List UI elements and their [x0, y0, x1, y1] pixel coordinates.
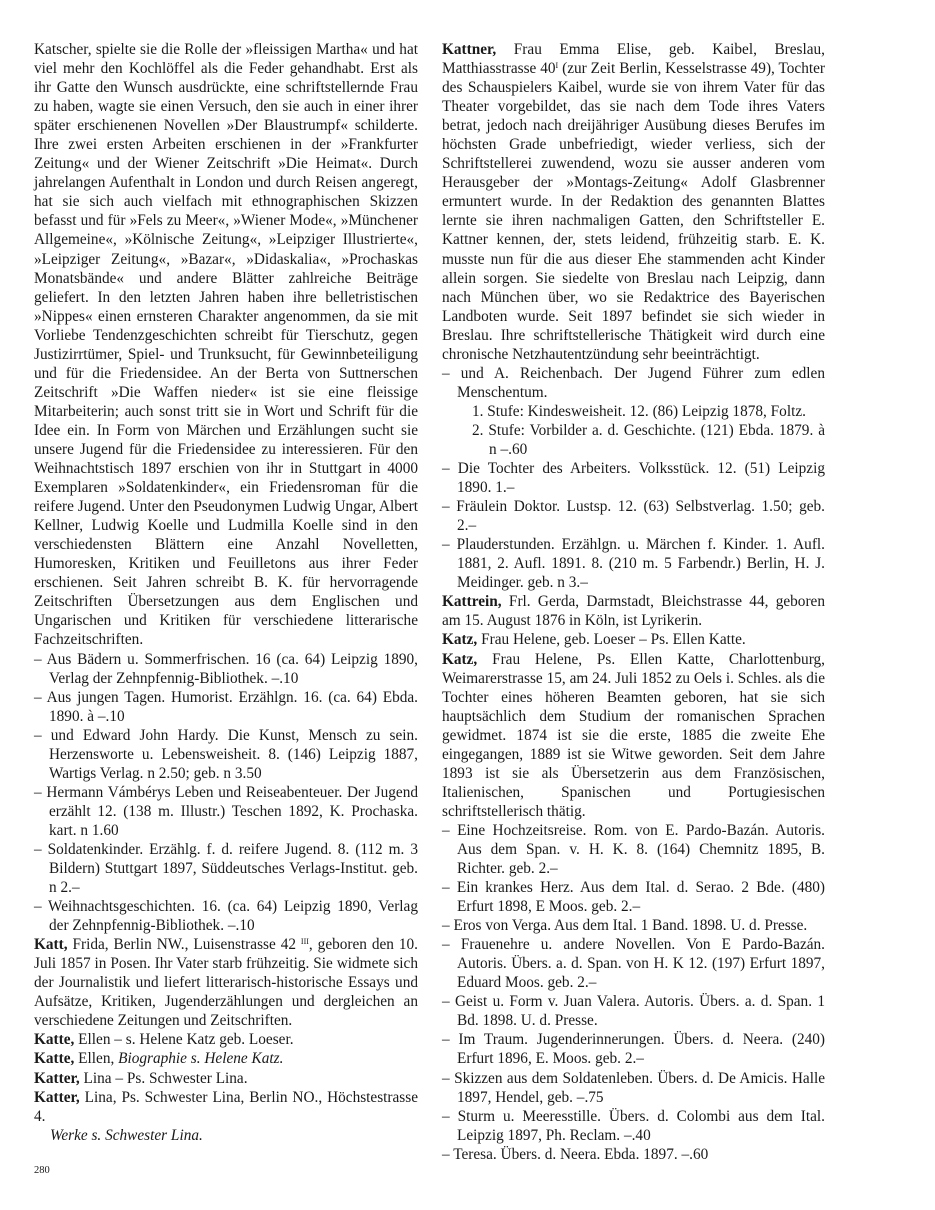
- entry-headword: Katt,: [34, 936, 68, 954]
- work-item: – Sturm u. Meeresstille. Übers. d. Colombi aus dem Ital. Leipzig 1897, Ph. Reclam. –.40: [442, 1107, 825, 1144]
- work-item: – Im Traum. Jugenderinnerungen. Übers. d. Neera. (240) Erfurt 1896, E. Moos. geb. 2.–: [442, 1031, 825, 1068]
- work-subitem: 1. Stufe: Kindesweisheit. 12. (86) Leipzig 1878, Foltz.: [472, 402, 806, 420]
- work-item: – Die Tochter des Arbeiters. Volksstück. 12. (51) Leipzig 1890. 1.–: [442, 460, 825, 497]
- left-column: [34, 40, 418, 1145]
- work-item: – Eine Hochzeitsreise. Rom. von E. Pardo-Bazán. Autoris. Aus dem Span. v. H. K. 8. (164) Chemnitz 1895, B. Richter. geb. 2.–: [442, 821, 825, 878]
- katz-entry: Katz, Frau Helene, Ps. Ellen Katte, Charlottenburg, Weimarerstrasse 15, am 24. Juli 1852 zu Oels i. Schles. als die Tochter eines höheren Beamten geboren, hat sie sich hauptsächlich dem Studium der romanischen Sprachen gewidmet. 1874 ist sie die erste, 1885 die zweite Ehe eingegangen, 1889 ist sie Witwe geworden. Seit dem Jahre 1893 ist sie als Übersetzerin aus dem Französischen, Italienischen, Spanischen und Portugiesischen schriftstellerisch thätig.: [442, 650, 825, 820]
- work-item: – Eros von Verga. Aus dem Ital. 1 Band. 1898. U. d. Presse.: [442, 917, 808, 935]
- entry-headword: Katte,: [34, 1031, 75, 1049]
- kattner-works-list: [442, 364, 825, 593]
- work-item: – Fräulein Doktor. Lustsp. 12. (63) Selbstverlag. 1.50; geb. 2.–: [442, 498, 825, 535]
- katte-reference-entry: Katte, Ellen – s. Helene Katz geb. Loeser.: [34, 1031, 294, 1049]
- kattrein-entry: Kattrein, Frl. Gerda, Darmstadt, Bleichstrasse 44, geboren am 15. August 1876 in Köln, ist Lyrikerin.: [442, 593, 825, 630]
- work-item: – Soldatenkinder. Erzählg. f. d. reifere Jugend. 8. (112 m. 3 Bildern) Stuttgart 1897, Süddeutsches Verlags-Institut. geb. n 2.–: [34, 840, 418, 897]
- katscher-entry-continuation: Katscher, spielte sie die Rolle der »fleissigen Martha« und hat viel mehr den Kochlöffel als die Feder gehandhabt. Erst als ihr Gatte den Wunsch ausdrückte, eine schriftstellernde Frau zu haben, wagte sie einen Versuch, den sie auch in einer ihrer später erschienenen Novellen »Der Blaustrumpf« schilderte. Ihre zwei ersten Arbeiten erschienen in der »Frankfurter Zeitung« und der Wiener Zeitschrift »Die Heimat«. Durch jahrelangen Aufenthalt in London und durch Reisen angeregt, hat sie sich auch vielfach mit ethnographischen Skizzen befasst und für »Fels zu Meer«, »Wiener Mode«, »Münchener Allgemeine«, »Kölnische Zeitung«, »Leipziger Illustrierte«, »Leipziger Zeitung«, »Bazar«, »Didaskalia«, »Prochaskas Monatsbände« und andere Blätter zahlreiche Beiträge geliefert. In den letzten Jahren haben ihre belletristischen »Nippes« einen ernsteren Charakter angenommen, da sie mit Vorliebe Tendenzgeschichten schreibt für Tierschutz, gegen Justizirrtümer, Spiel- und Trunksucht, für Gewinnbeteiligung und für die Friedensidee. An der Berta von Suttnerschen Zeitschrift »Die Waffen nieder« ist sie eine fleissige Mitarbeiterin; auch sonst tritt sie in Wort und Schrift für die Idee ein. In Form von Märchen und Erzählungen sucht sie unsere Jugend für die Friedensidee zu interessieren. Für den Weihnachtstisch 1897 erschien von ihr in Stuttgart in 4000 Exemplaren »Soldatenkinder«, ein Friedensroman für die reifere Jugend. Unter den Pseudonymen Ludwig Ungar, Albert Kellner, Ludwig Koelle und Ludmilla Koelle sind in den verschiedensten Blättern eine Anzahl Novelletten, Humoresken, Kritiken und Feuilletons aus ihrer Feder erschienen. Seit Jahren schreibt B. K. für hervorragende Zeitschriften Übersetzungen aus dem Englischen und Ungarischen und Kritiken für verschiedene litterarische Fachzeitschriften.: [34, 41, 418, 649]
- work-item: – Teresa. Übers. d. Neera. Ebda. 1897. –.60: [442, 1145, 709, 1163]
- katte-biography-entry: Katte, Ellen, Biographie s. Helene Katz.: [34, 1050, 284, 1068]
- katt-entry: Katt, Frida, Berlin NW., Luisenstrasse 42 $^{III}$, geboren den 10. Juli 1857 in Posen. Ihr Vater starb frühzeitig. Sie widmete sich der Journalistik und liefert litterarisch-historische Essays und Aufsätze, Kritiken, Jugenderzählungen und dergleichen an verschiedene Zeitungen und Zeitschriften.: [34, 936, 419, 1030]
- work-item: – Geist u. Form v. Juan Valera. Autoris. Übers. a. d. Span. 1 Bd. 1898. U. d. Presse.: [442, 993, 825, 1030]
- entry-headword: Kattrein,: [442, 593, 502, 611]
- work-item: – Skizzen aus dem Soldatenleben. Übers. d. De Amicis. Halle 1897, Hendel, geb. –.75: [442, 1069, 825, 1106]
- entry-headword: Katz,: [442, 631, 478, 649]
- work-sublist: [442, 402, 825, 459]
- work-item: – Plauderstunden. Erzählgn. u. Märchen f. Kinder. 1. Aufl. 1881, 2. Aufl. 1891. 8. (210 m. 5 Farbendr.) Berlin, H. J. Meidinger. geb. n 3.–: [442, 536, 825, 592]
- katz-works-list: [442, 821, 825, 1164]
- entry-headword: Katz,: [442, 650, 478, 668]
- work-item: – Aus Bädern u. Sommerfrischen. 16 (ca. 64) Leipzig 1890, Verlag der Zehnpfennig-Bibliothek. –.10: [34, 650, 418, 687]
- kattner-entry: Kattner, Frau Emma Elise, geb. Kaibel, Breslau, Matthiasstrasse $40^I$ (zur Zeit Berlin, Kesselstrasse 49), Tochter des Schauspielers Kaibel, wurde sie von ihrem Vater für das Theater vorgebildet, das sie nach dem Tode ihres Vaters betrat, jedoch nach dreijähriger Ausübung dieses Berufes im höchsten Grade unbefriedigt, wieder verliess, sich der Schriftstellerei zuwendend, wozu sie ausser anderen vom Herausgeber der »Montags-Zeitung« Adolf Glasbrenner ermuntert wurde. In der Redaktion des genannten Blattes lernte sie ihren nachmaligen Gatten, den Schriftsteller E. Kattner kennen, der, stets leidend, frühzeitig starb. E. K. musste nun für die aus dieser Ehe stammenden acht Kinder allein sorgen. Sie siedelte von Breslau nach Leipzig, dann nach München über, wo sie Redaktrice des Bayerischen Landboten wurde. Seit 1897 befindet sie sich wieder in Breslau. Ihre schriftstellerische Thätigkeit wird durch eine chronische Netzhautentzündung sehr beeinträchtigt.: [442, 41, 825, 363]
- entry-headword: Katte,: [34, 1050, 75, 1068]
- page-number: 280: [34, 1165, 50, 1176]
- work-item: – Ein krankes Herz. Aus dem Ital. d. Serao. 2 Bde. (480) Erfurt 1898, E Moos. geb. 2.–: [442, 879, 825, 916]
- entry-headword: Katter,: [34, 1088, 80, 1106]
- work-item: – Aus jungen Tagen. Humorist. Erzählgn. 16. (ca. 64) Ebda. 1890. à –.10: [34, 688, 418, 725]
- work-item: – und Edward John Hardy. Die Kunst, Mensch zu sein. Herzensworte u. Lebensweisheit. 8. (146) Leipzig 1887, Wartigs Verlag. n 2.50; geb. n 3.50: [34, 726, 418, 782]
- work-item: – Weihnachtsgeschichten. 16. (ca. 64) Leipzig 1890, Verlag der Zehnpfennig-Bibliothek. –.10: [34, 898, 418, 935]
- work-subitem: 2. Stufe: Vorbilder a. d. Geschichte. (121) Ebda. 1879. à n –.60: [472, 421, 825, 458]
- work-item: – Frauenehre u. andere Novellen. Von E Pardo-Bazán. Autoris. Übers. a. d. Span. von H. K 12. (197) Erfurt 1897, Eduard Moos. geb. 2.–: [442, 936, 825, 992]
- katter-entry: Katter, Lina, Ps. Schwester Lina, Berlin NO., Höchstestrasse 4.: [34, 1088, 418, 1125]
- katscher-works-list: [34, 650, 418, 936]
- katter-works-reference: Werke s. Schwester Lina.: [50, 1126, 203, 1144]
- right-column: [442, 40, 825, 1164]
- entry-headword: Kattner,: [442, 41, 497, 58]
- katz-reference-entry: Katz, Frau Helene, geb. Loeser – Ps. Ellen Katte.: [442, 631, 746, 649]
- work-item: – und A. Reichenbach. Der Jugend Führer zum edlen Menschentum.: [442, 364, 825, 401]
- work-item: – Hermann Vámbérys Leben und Reiseabenteuer. Der Jugend erzählt 12. (138 m. Illustr.) Teschen 1892, K. Prochaska. kart. n 1.60: [34, 783, 418, 839]
- katter-reference-entry: Katter, Lina – Ps. Schwester Lina.: [34, 1069, 248, 1087]
- entry-headword: Katter,: [34, 1069, 80, 1087]
